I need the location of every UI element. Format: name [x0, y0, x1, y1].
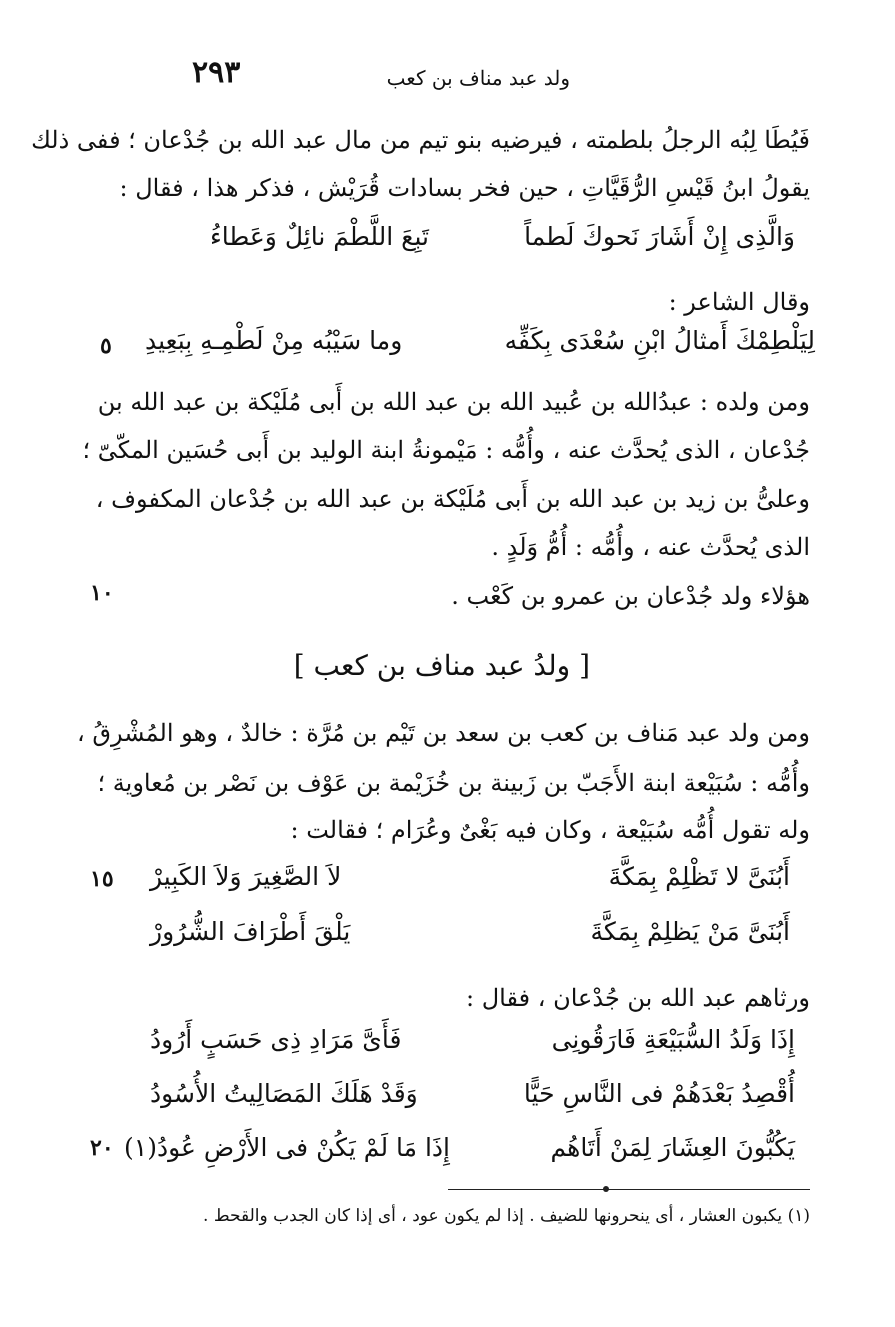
- verse-3-first-hemistich: أَبُنَىَّ لا تَظْلِمْ بِمَكَّةَ: [608, 862, 790, 891]
- verse-6-second-hemistich: وَقَدْ هَلَكَ المَصَالِيتُ الأُسُودُ: [150, 1079, 418, 1108]
- margin-number-20: ٢٠: [90, 1135, 114, 1161]
- verse-1-first-hemistich: وَالَّذِى إِنْ أَشَارَ نَحوكَ لَطماً: [524, 222, 795, 251]
- verse-1-second-hemistich: تَبِعَ اللَّطْمَ نائِلٌ وَعَطاءُ: [210, 222, 429, 251]
- verse-7-first-hemistich: يَكُبُّونَ العِشَارَ لِمَنْ أَتَاهُم: [550, 1133, 795, 1162]
- margin-number-15: ١٥: [90, 866, 114, 892]
- margin-number-5: ٥: [100, 333, 112, 359]
- elegy-intro: ورثاهم عبد الله بن جُدْعان ، فقال :: [466, 984, 810, 1012]
- body-line-3: ومن ولده : عبدُالله بن عُبيد الله بن عبد الله بن أَبى مُلَيْكة بن عبد الله بن: [97, 388, 810, 416]
- verse-2-second-hemistich: وما سَيْبُه مِنْ لَطْمِـهِ بِبَعِيدِ: [145, 326, 403, 355]
- footnote-rule-dot: [603, 1186, 609, 1192]
- body-line-1: فَيُطَا لِبُه الرجلُ بلطمته ، فيرضيه بنو تيم من مال عبد الله بن جُدْعان ؛ ففى ذلك: [31, 126, 810, 154]
- verse-4-second-hemistich: يَلْقَ أَطْرَافَ الشُّرُورْ: [150, 917, 351, 946]
- body-line-9: وله تقول أُمُّه سُبَيْعة ، وكان فيه بَغْىٌ وعُرَام ؛ فقالت :: [290, 816, 810, 844]
- verse-2-first-hemistich: لِيَلْطِمْكَ أَمثالُ ابْنِ سُعْدَى بِكَفِّه: [504, 326, 815, 355]
- poet-intro: وقال الشاعر :: [668, 288, 810, 316]
- page-number: ٢٩٣: [192, 55, 241, 90]
- verse-5-first-hemistich: إِذَا وَلَدُ السُّبَيْعَةِ فَارَقُونِى: [551, 1025, 795, 1054]
- body-line-5: وعلىُّ بن زيد بن عبد الله بن أَبى مُلَيْكة بن عبد الله بن جُدْعان المكفوف ،: [95, 485, 810, 513]
- margin-number-10: ١٠: [90, 580, 114, 606]
- footnote: (١) يكبون العشار ، أى ينحرونها للضيف . إذا لم يكون عود ، أى إذا كان الجدب والقحط .: [203, 1206, 810, 1226]
- closing-line: هؤلاء ولد جُدْعان بن عمرو بن كَعْب .: [451, 582, 810, 610]
- verse-4-first-hemistich: أَبُنَىَّ مَنْ يَظلِمْ بِمَكَّةَ: [590, 917, 790, 946]
- body-line-8: وأُمُّه : سُبَيْعة ابنة الأَجَبّ بن زَبينة بن خُزَيْمة بن عَوْف بن نَصْر بن مُعاوية ؛: [97, 769, 810, 797]
- body-line-4: جُدْعان ، الذى يُحدَّث عنه ، وأُمُّه : مَيْمونةُ ابنة الوليد بن أَبى حُسَين المكّىّ ؛: [82, 436, 810, 464]
- verse-3-second-hemistich: لاَ الصَّغِيرَ وَلاَ الكَبِيرْ: [150, 862, 342, 891]
- verse-7-second-hemistich: إِذَا مَا لَمْ يَكُنْ فى الأَرْضِ عُودُ(١): [124, 1133, 450, 1162]
- verse-5-second-hemistich: فَأَىَّ مَرَادِ ذِى حَسَبٍ أَرُودُ: [150, 1025, 402, 1054]
- verse-6-first-hemistich: أُقْصِدُ بَعْدَهُمْ فى النَّاسِ حَيًّا: [523, 1079, 795, 1108]
- body-line-6: الذى يُحدَّث عنه ، وأُمُّه : أُمُّ وَلَدٍ .: [491, 533, 810, 561]
- body-line-7: ومن ولد عبد مَناف بن كعب بن سعد بن تَيْم بن مُرَّة : خالدٌ ، وهو المُشْرِقُ ،: [77, 719, 810, 747]
- body-line-2: يقولُ ابنُ قَيْسِ الرُّقَيَّاتِ ، حين فخر بسادات قُرَيْش ، فذكر هذا ، فقال :: [119, 174, 810, 202]
- section-heading: [ ولدُ عبد مناف بن كعب ]: [293, 649, 590, 682]
- running-head: ولد عبد مناف بن كعب: [386, 66, 570, 90]
- footnote-rule: [448, 1189, 810, 1190]
